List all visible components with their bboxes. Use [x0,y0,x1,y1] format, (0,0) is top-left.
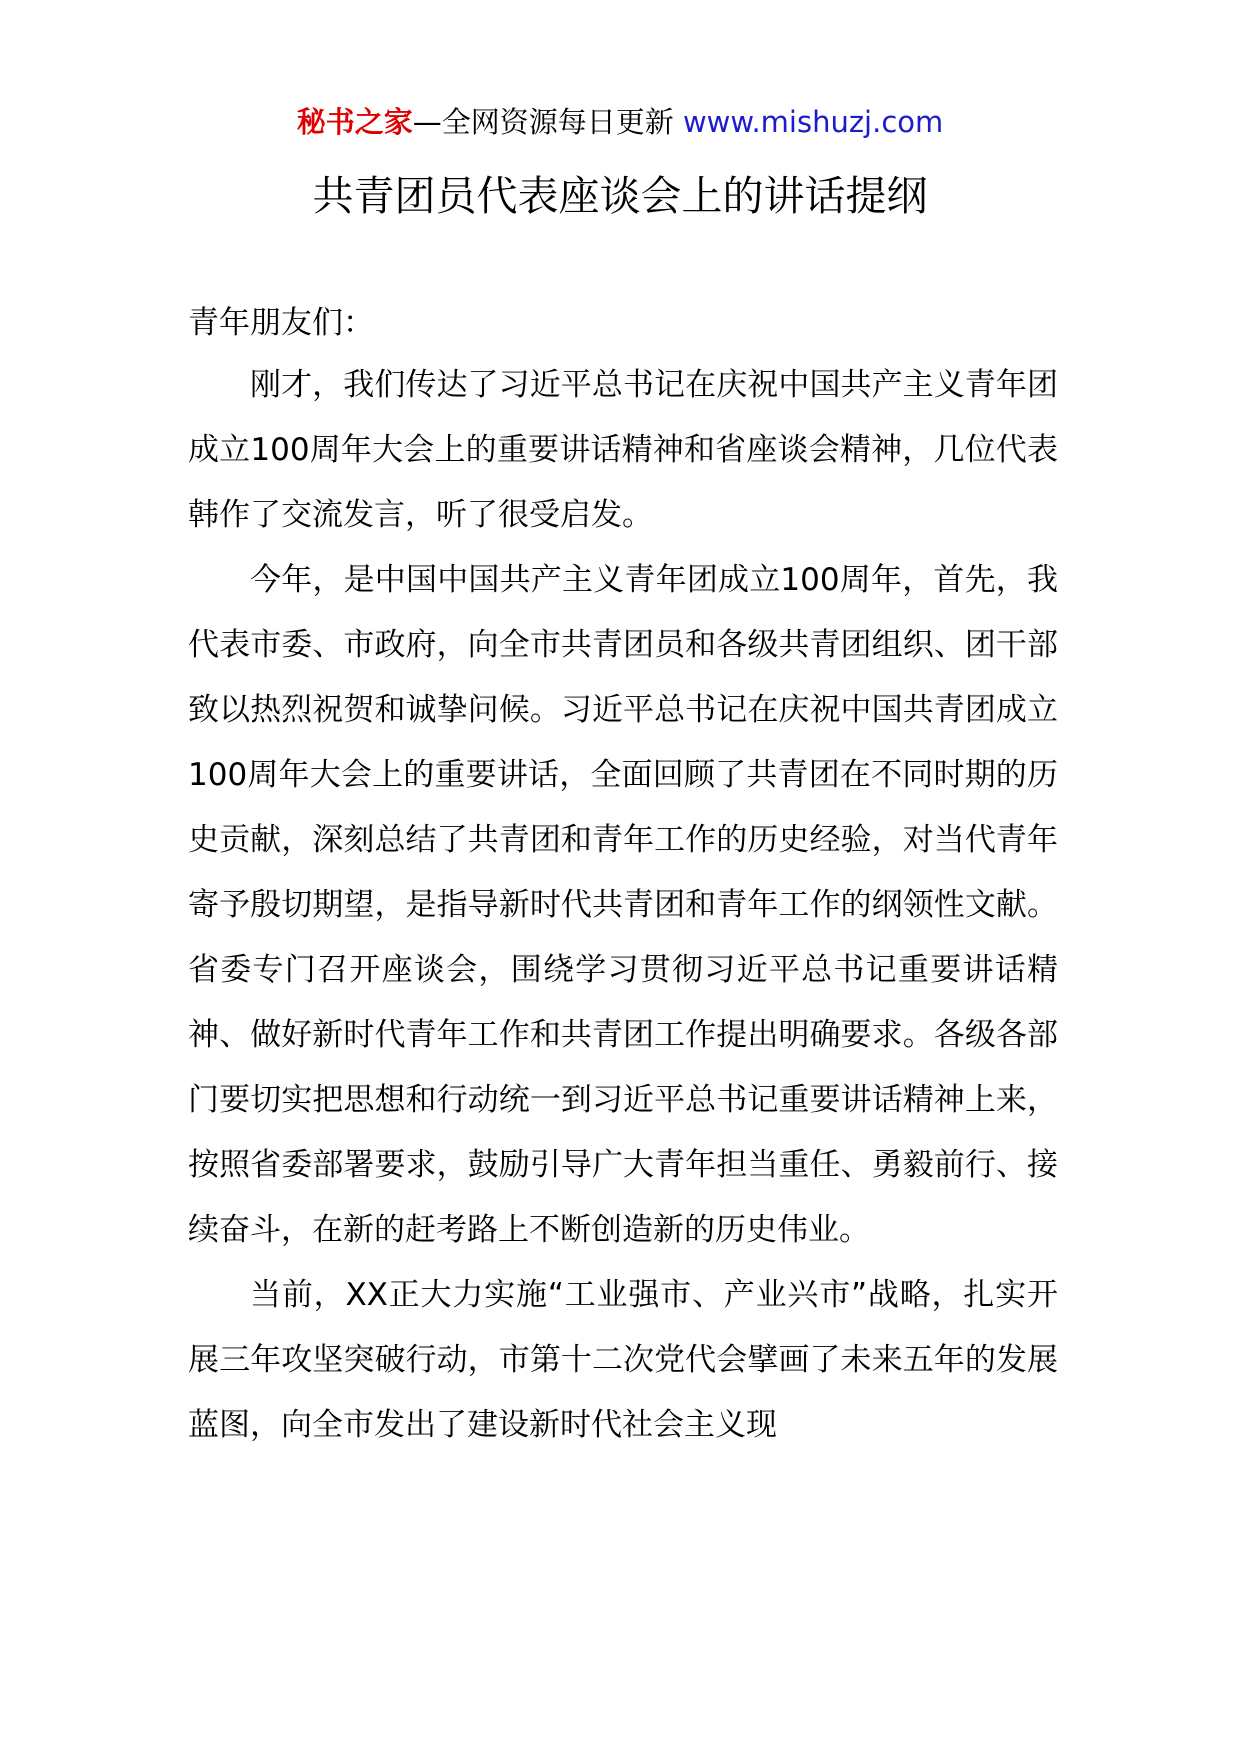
site-url-link[interactable]: www.mishuzj.com [682,105,944,139]
brand-name: 秘书之家 [296,105,413,139]
document-body [188,293,1058,1458]
document-title: 共青团员代表座谈会上的讲话提纲 [312,172,928,220]
salutation: 青年朋友们： [188,305,374,341]
site-banner [0,102,1240,142]
paragraph-2: 今年，是中国中国共产主义青年团成立100周年，首先，我代表市委、市政府，向全市共青团员和各级共青团组织、团干部致以热烈祝贺和诚挚问候。习近平总书记在庆祝中国共青团成立100周年大会上的重要讲话，全面回顾了共青团在不同时期的历史贡献，深刻总结了共青团和青年工作的历史经验，对当代青年寄予殷切期望，是指导新时代共青团和青年工作的纲领性文献。省委专门召开座谈会，围绕学习贯彻习近平总书记重要讲话精神、做好新时代青年工作和共青团工作提出明确要求。各级各部门要切实把思想和行动统一到习近平总书记重要讲话精神上来，按照省委部署要求，鼓励引导广大青年担当重任、勇毅前行、接续奋斗，在新的赶考路上不断创造新的历史伟业。 [188,562,1058,1248]
paragraph-3: 当前，XX正大力实施“工业强市、产业兴市”战略，扎实开展三年攻坚突破行动，市第十二次党代会擘画了未来五年的发展蓝图，向全市发出了建设新时代社会主义现 [188,1277,1058,1443]
banner-slogan: —全网资源每日更新 [412,105,683,139]
paragraph-1: 刚才，我们传达了习近平总书记在庆祝中国共产主义青年团成立100周年大会上的重要讲话精神和省座谈会精神，几位代表韩作了交流发言，听了很受启发。 [188,367,1058,533]
